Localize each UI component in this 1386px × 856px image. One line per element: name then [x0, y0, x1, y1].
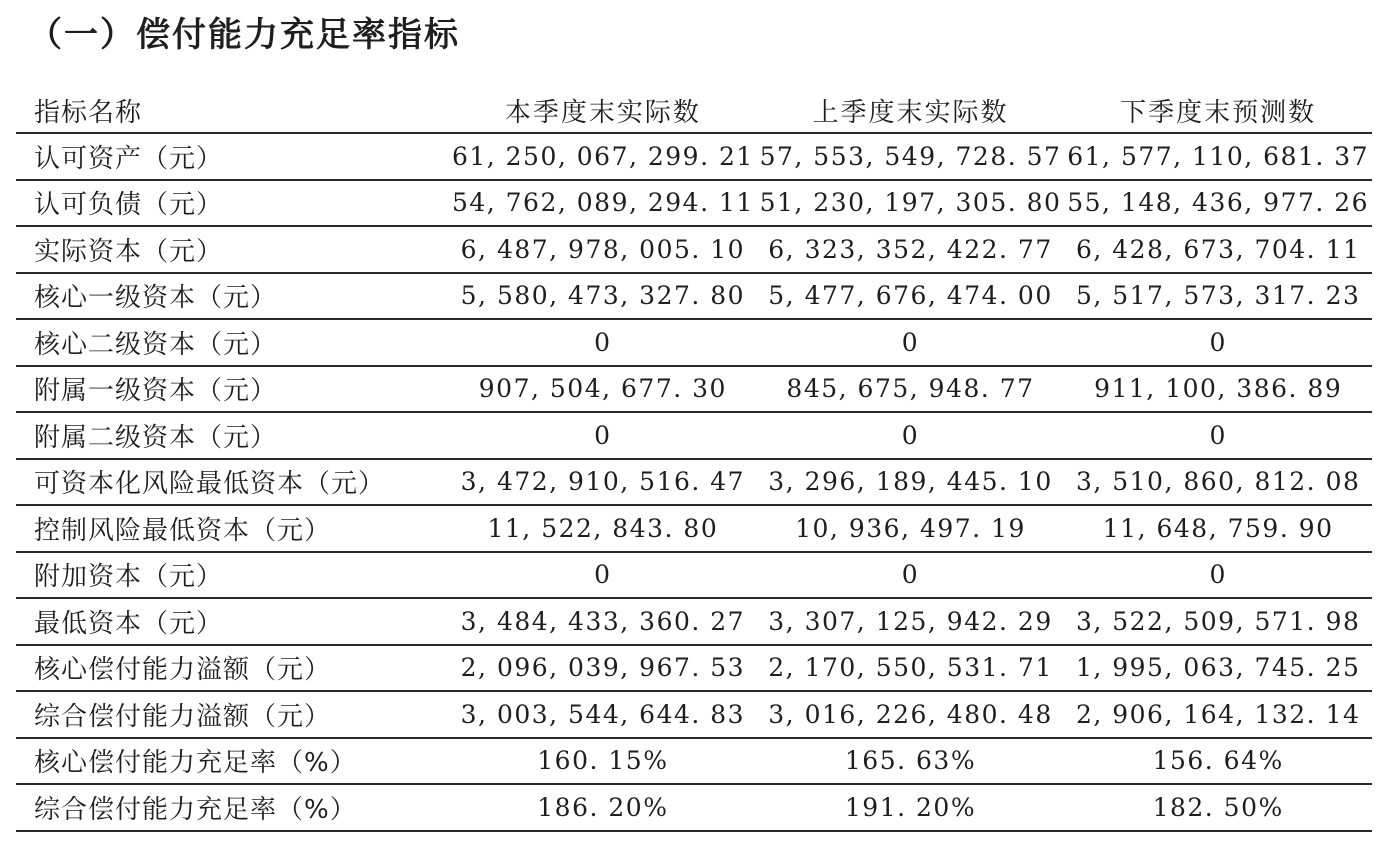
- value-cell: 2, 096, 039, 967. 53: [449, 645, 757, 692]
- indicator-name-cell: 附属一级资本（元）: [16, 366, 449, 413]
- value-cell: 11, 648, 759. 90: [1064, 505, 1372, 552]
- value-cell: 3, 510, 860, 812. 08: [1064, 459, 1372, 506]
- column-header-previous-quarter: 上季度末实际数: [757, 88, 1065, 133]
- table-row: [16, 552, 1372, 599]
- table-row: [16, 133, 1372, 180]
- value-cell: 0: [449, 412, 757, 459]
- indicator-name-cell: 核心一级资本（元）: [16, 273, 449, 320]
- indicator-name-cell: 核心偿付能力充足率（%）: [16, 738, 449, 785]
- table-row: [16, 784, 1372, 831]
- value-cell: 0: [1064, 412, 1372, 459]
- table-row: [16, 319, 1372, 366]
- table-row: [16, 459, 1372, 506]
- indicator-name-cell: 最低资本（元）: [16, 598, 449, 645]
- indicator-name-cell: 认可负债（元）: [16, 180, 449, 227]
- value-cell: 51, 230, 197, 305. 80: [757, 180, 1065, 227]
- table-row: [16, 366, 1372, 413]
- table-row: [16, 691, 1372, 738]
- value-cell: 0: [1064, 552, 1372, 599]
- value-cell: 3, 016, 226, 480. 48: [757, 691, 1065, 738]
- indicator-name-cell: 综合偿付能力溢额（元）: [16, 691, 449, 738]
- value-cell: 3, 472, 910, 516. 47: [449, 459, 757, 506]
- indicator-name-cell: 核心偿付能力溢额（元）: [16, 645, 449, 692]
- value-cell: 186. 20%: [449, 784, 757, 831]
- value-cell: 911, 100, 386. 89: [1064, 366, 1372, 413]
- table-row: [16, 738, 1372, 785]
- table-header-row: [16, 88, 1372, 133]
- value-cell: 191. 20%: [757, 784, 1065, 831]
- table-row: [16, 412, 1372, 459]
- table-row: [16, 226, 1372, 273]
- page-title: （一）偿付能力充足率指标: [28, 15, 460, 55]
- value-cell: 2, 906, 164, 132. 14: [1064, 691, 1372, 738]
- value-cell: 5, 477, 676, 474. 00: [757, 273, 1065, 320]
- value-cell: 10, 936, 497. 19: [757, 505, 1065, 552]
- indicator-name-cell: 综合偿付能力充足率（%）: [16, 784, 449, 831]
- table-row: [16, 598, 1372, 645]
- value-cell: 2, 170, 550, 531. 71: [757, 645, 1065, 692]
- value-cell: 0: [757, 412, 1065, 459]
- value-cell: 5, 517, 573, 317. 23: [1064, 273, 1372, 320]
- value-cell: 3, 296, 189, 445. 10: [757, 459, 1065, 506]
- value-cell: 165. 63%: [757, 738, 1065, 785]
- value-cell: 845, 675, 948. 77: [757, 366, 1065, 413]
- value-cell: 160. 15%: [449, 738, 757, 785]
- solvency-indicators-table: [16, 88, 1372, 832]
- value-cell: 3, 003, 544, 644. 83: [449, 691, 757, 738]
- value-cell: 11, 522, 843. 80: [449, 505, 757, 552]
- value-cell: 5, 580, 473, 327. 80: [449, 273, 757, 320]
- value-cell: 156. 64%: [1064, 738, 1372, 785]
- column-header-current-quarter: 本季度末实际数: [449, 88, 757, 133]
- value-cell: 182. 50%: [1064, 784, 1372, 831]
- value-cell: 3, 484, 433, 360. 27: [449, 598, 757, 645]
- value-cell: 0: [757, 552, 1065, 599]
- column-header-next-quarter-forecast: 下季度末预测数: [1064, 88, 1372, 133]
- value-cell: 55, 148, 436, 977. 26: [1064, 180, 1372, 227]
- value-cell: 61, 250, 067, 299. 21: [449, 133, 757, 180]
- table-row: [16, 180, 1372, 227]
- column-header-indicator: 指标名称: [16, 88, 449, 133]
- value-cell: 907, 504, 677. 30: [449, 366, 757, 413]
- value-cell: 0: [757, 319, 1065, 366]
- value-cell: 0: [1064, 319, 1372, 366]
- value-cell: 1, 995, 063, 745. 25: [1064, 645, 1372, 692]
- indicator-name-cell: 可资本化风险最低资本（元）: [16, 459, 449, 506]
- value-cell: 6, 487, 978, 005. 10: [449, 226, 757, 273]
- value-cell: 6, 323, 352, 422. 77: [757, 226, 1065, 273]
- table-row: [16, 273, 1372, 320]
- indicator-name-cell: 认可资产（元）: [16, 133, 449, 180]
- indicator-name-cell: 附加资本（元）: [16, 552, 449, 599]
- indicator-name-cell: 控制风险最低资本（元）: [16, 505, 449, 552]
- indicator-name-cell: 核心二级资本（元）: [16, 319, 449, 366]
- value-cell: 0: [449, 552, 757, 599]
- value-cell: 6, 428, 673, 704. 11: [1064, 226, 1372, 273]
- value-cell: 57, 553, 549, 728. 57: [757, 133, 1065, 180]
- indicator-name-cell: 附属二级资本（元）: [16, 412, 449, 459]
- table-row: [16, 645, 1372, 692]
- value-cell: 54, 762, 089, 294. 11: [449, 180, 757, 227]
- table-row: [16, 505, 1372, 552]
- value-cell: 3, 307, 125, 942. 29: [757, 598, 1065, 645]
- indicator-name-cell: 实际资本（元）: [16, 226, 449, 273]
- value-cell: 0: [449, 319, 757, 366]
- value-cell: 61, 577, 110, 681. 37: [1064, 133, 1372, 180]
- value-cell: 3, 522, 509, 571. 98: [1064, 598, 1372, 645]
